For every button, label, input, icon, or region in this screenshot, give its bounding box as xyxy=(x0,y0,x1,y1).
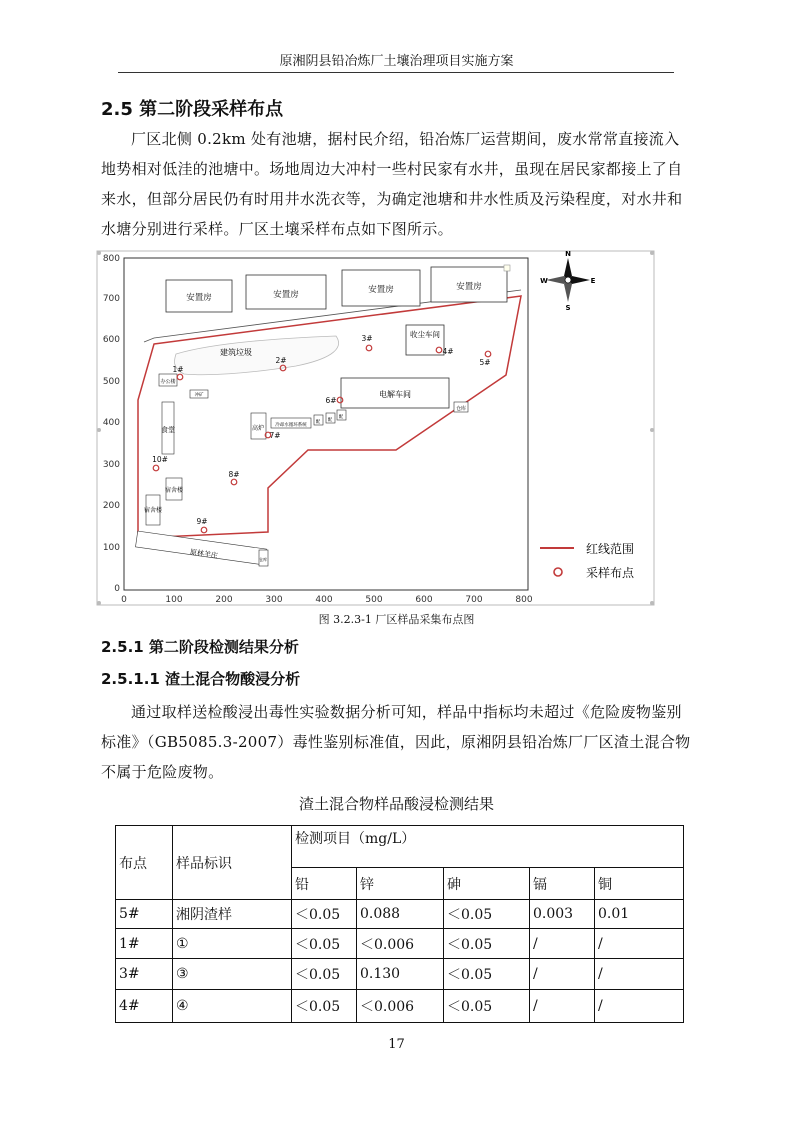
x-tick: 0 xyxy=(121,595,127,605)
cell: / xyxy=(530,990,595,1023)
cell: / xyxy=(530,929,595,959)
label-canteen: 食堂 xyxy=(161,426,175,434)
label-small2: 配 xyxy=(315,420,321,425)
label-furnace: 高炉 xyxy=(251,425,265,432)
header-point: 布点 xyxy=(116,826,173,900)
x-tick: 600 xyxy=(415,595,433,605)
cell: ① xyxy=(173,929,292,959)
label-b3: 安置房 xyxy=(368,285,394,295)
compass-e: E xyxy=(590,277,596,285)
cell: ＜0.05 xyxy=(292,959,357,990)
cell: ＜0.05 xyxy=(444,900,530,929)
header-metal: 铅 xyxy=(292,868,357,900)
header-metal: 锌 xyxy=(357,868,444,900)
label-b2: 安置房 xyxy=(273,290,299,300)
x-tick: 300 xyxy=(265,595,283,605)
label-village: 原林羊庄 xyxy=(189,548,219,560)
subsection-heading: 2.5.1 第二阶段检测结果分析 xyxy=(101,638,299,656)
legend-circle-swatch xyxy=(554,568,562,576)
header-id: 样品标识 xyxy=(173,826,292,900)
header-rule xyxy=(118,72,674,73)
cell: / xyxy=(595,959,684,990)
point-label: 5# xyxy=(479,358,491,367)
table-title: 渣土混合物样品酸浸检测结果 xyxy=(298,795,494,813)
point-label: 10# xyxy=(152,455,168,464)
cell: 0.088 xyxy=(357,900,444,929)
x-tick: 100 xyxy=(165,595,183,605)
subsubsection-heading: 2.5.1.1 渣土混合物酸浸分析 xyxy=(101,670,301,688)
point-label: 2# xyxy=(275,356,287,365)
label-small4: 配 xyxy=(338,415,344,420)
cell: ＜0.05 xyxy=(444,959,530,990)
legend-boundary: 红线范围 xyxy=(586,542,635,556)
cell: / xyxy=(530,959,595,990)
cell: ＜0.006 xyxy=(357,929,444,959)
figure-caption: 图 3.2.3-1 厂区样品采集布点图 xyxy=(318,613,475,626)
cell: ＜0.006 xyxy=(357,990,444,1023)
cell: / xyxy=(595,929,684,959)
x-tick: 200 xyxy=(215,595,233,605)
compass-s: S xyxy=(565,304,571,312)
cell: 4# xyxy=(116,990,173,1023)
analysis-paragraph: 通过取样送检酸浸出毒性实验数据分析可知，样品中指标均未超过《危险废物鉴别标准》（GB5085.3-2007）毒性鉴别标准值，因此，原湘阴县铅冶炼厂厂区渣土混合物不属于危险废物。 xyxy=(101,703,691,781)
cell: ④ xyxy=(173,990,292,1023)
cell: 湘阴渣样 xyxy=(173,900,292,929)
y-tick: 800 xyxy=(102,254,120,264)
cell: 0.01 xyxy=(595,900,684,929)
label-dust: 收尘车间 xyxy=(410,330,440,339)
label-dorm: 宿舍楼 xyxy=(164,487,184,494)
label-electro: 电解车间 xyxy=(379,390,411,399)
legend-sample: 采样布点 xyxy=(586,566,635,580)
y-tick: 100 xyxy=(102,543,120,553)
results-table xyxy=(115,825,684,1023)
header-metal: 砷 xyxy=(444,868,530,900)
label-small1: 冲矿 xyxy=(194,393,204,398)
label-b1: 安置房 xyxy=(186,293,212,303)
cell: 3# xyxy=(116,959,173,990)
compass-icon xyxy=(546,258,590,302)
label-office: 办公楼 xyxy=(160,379,176,385)
point-label: 9# xyxy=(196,517,208,526)
cell: ＜0.05 xyxy=(292,929,357,959)
table-row xyxy=(116,900,684,929)
point-label: 1# xyxy=(172,365,184,374)
cell: ＜0.05 xyxy=(444,990,530,1023)
running-header: 原湘阴县铅冶炼厂土壤治理项目实施方案 xyxy=(279,54,514,69)
header-metal: 镉 xyxy=(530,868,595,900)
y-tick: 400 xyxy=(102,418,120,428)
x-tick: 800 xyxy=(515,595,533,605)
x-tick: 700 xyxy=(465,595,483,605)
section-heading: 2.5 第二阶段采样布点 xyxy=(101,99,284,120)
cell: 5# xyxy=(116,900,173,929)
x-tick: 500 xyxy=(365,595,383,605)
y-tick: 600 xyxy=(102,335,120,345)
compass-n: N xyxy=(565,250,571,258)
cell: 0.130 xyxy=(357,959,444,990)
label-garbage: 建筑垃圾 xyxy=(220,348,252,357)
cell: ＜0.05 xyxy=(292,990,357,1023)
header-metal: 铜 xyxy=(595,868,684,900)
y-tick: 500 xyxy=(102,377,120,387)
label-small3: 配 xyxy=(327,418,333,423)
table-row xyxy=(116,929,684,959)
y-tick: 0 xyxy=(114,584,120,594)
compass-w: W xyxy=(540,277,548,285)
table-row xyxy=(116,959,684,990)
point-label: 7# xyxy=(269,431,281,440)
x-tick: 400 xyxy=(315,595,333,605)
section-paragraph: 厂区北侧 0.2km 处有池塘，据村民介绍，铅冶炼厂运营期间，废水常常直接流入地势相对低洼的池塘中。场地周边大冲村一些村民家有水井，虽现在居民家都接上了自来水，但部分居民仍有时用井水洗衣等，为确定池塘和井水性质及污染程度，对水井和水塘分别进行采样。厂区土壤采样布点如下图所示。 xyxy=(101,130,683,238)
cell: 1# xyxy=(116,929,173,959)
cell: / xyxy=(595,990,684,1023)
sampling-site-map xyxy=(96,250,656,612)
label-b4: 安置房 xyxy=(456,282,482,292)
label-small5: 仓库 xyxy=(259,557,267,562)
cell: ＜0.05 xyxy=(292,900,357,929)
header-group: 检测项目（mg/L） xyxy=(292,826,684,868)
point-label: 4# xyxy=(442,347,454,356)
label-small7: 仓库 xyxy=(455,406,467,412)
y-tick: 300 xyxy=(102,460,120,470)
point-label: 6# xyxy=(325,396,337,405)
cell: 0.003 xyxy=(530,900,595,929)
point-label: 3# xyxy=(361,334,373,343)
legend xyxy=(540,541,635,580)
point-label: 8# xyxy=(228,470,240,479)
y-tick: 200 xyxy=(102,501,120,511)
cell: ③ xyxy=(173,959,292,990)
cell: ＜0.05 xyxy=(444,929,530,959)
table-row xyxy=(116,990,684,1023)
page-number: 17 xyxy=(388,1037,405,1052)
label-dorm2: 宿舍楼 xyxy=(143,507,163,514)
label-smelt: 冷却水循环系统 xyxy=(275,423,307,428)
y-tick: 700 xyxy=(102,294,120,304)
